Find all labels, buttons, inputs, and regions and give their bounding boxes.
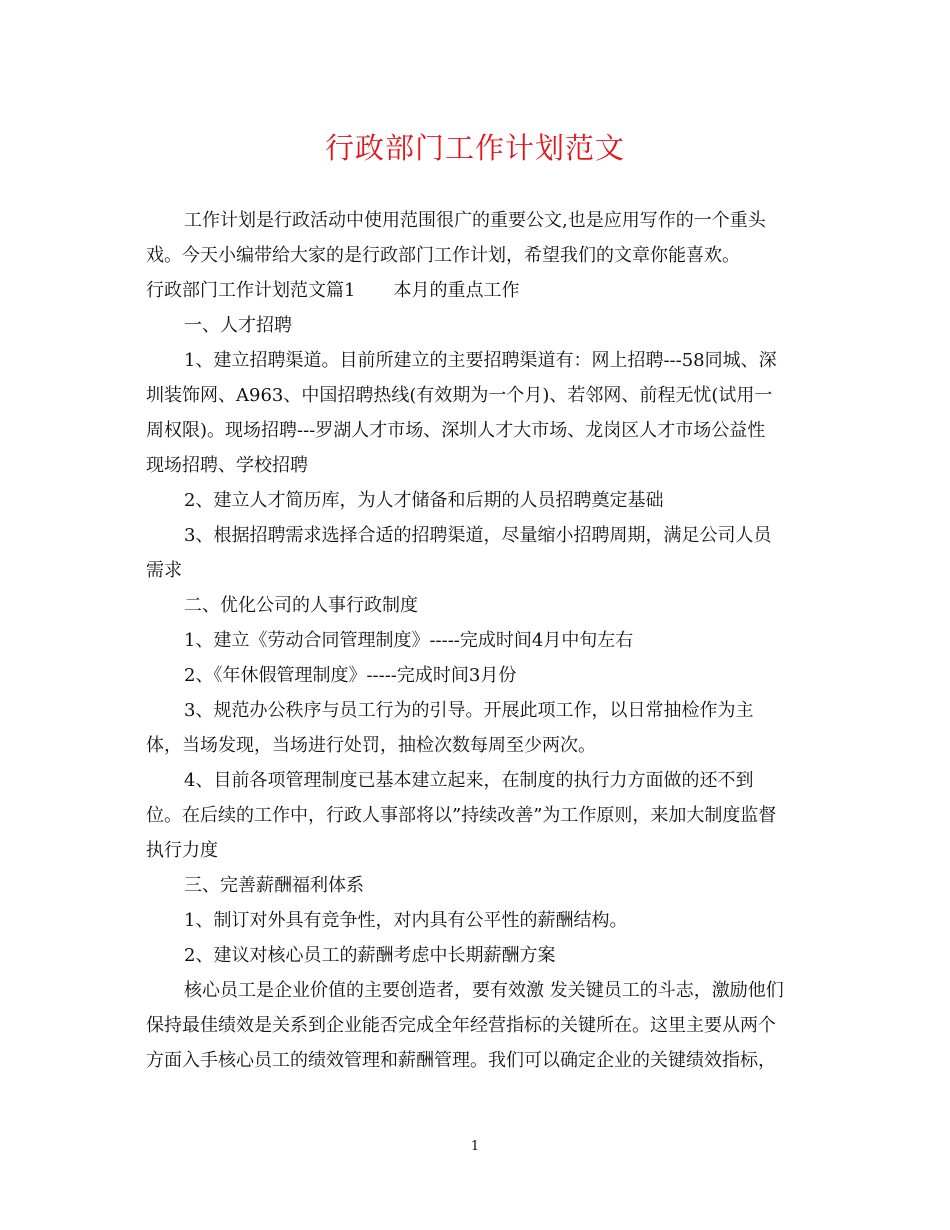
heading-compensation bbox=[146, 868, 811, 903]
section-subtitle: 本月的重点工作 bbox=[393, 280, 520, 301]
page-number: 1 bbox=[470, 1139, 480, 1154]
heading-talent-recruitment bbox=[146, 308, 811, 343]
paragraph-select-channels bbox=[146, 518, 811, 588]
paragraph-office-order bbox=[146, 693, 811, 763]
paragraph-annual-leave bbox=[146, 658, 811, 693]
paragraph-salary-structure bbox=[146, 903, 811, 938]
text-line: 保持最佳绩效是关系到企业能否完成全年经营指标的关键所在。这里主要从两个 bbox=[146, 1015, 776, 1036]
paragraph-intro bbox=[146, 203, 811, 273]
paragraph-recruitment-channels bbox=[146, 343, 811, 483]
text-line: 体，当场发现，当场进行处罚，抽检次数每周至少两次。 bbox=[146, 735, 596, 756]
text-line: 一、人才招聘 bbox=[184, 315, 292, 336]
text-line: 圳装饰网、A963、中国招聘热线(有效期为一个月)、若邻网、前程无忧(试用一 bbox=[146, 385, 773, 406]
text-line: 3、根据招聘需求选择合适的招聘渠道，尽量缩小招聘周期，满足公司人员 bbox=[184, 525, 772, 546]
text-line: 执行力度 bbox=[146, 840, 218, 861]
paragraph-resume-bank bbox=[146, 483, 811, 518]
document-body bbox=[146, 203, 811, 1078]
paragraph-management-system bbox=[146, 763, 811, 868]
text-line: 周权限)。现场招聘---罗湖人才市场、深圳人才大市场、龙岗区人才市场公益性 bbox=[146, 420, 766, 441]
text-line: 2、《年休假管理制度》-----完成时间3月份 bbox=[184, 665, 517, 686]
text-line: 三、完善薪酬福利体系 bbox=[184, 875, 364, 896]
text-line: 1、建立《劳动合同管理制度》-----完成时间4月中旬左右 bbox=[184, 630, 634, 651]
paragraph-labor-contract bbox=[146, 623, 811, 658]
text-line: 2、建立人才简历库，为人才储备和后期的人员招聘奠定基础 bbox=[184, 490, 664, 511]
section-heading-line bbox=[146, 273, 811, 308]
text-line: 二、优化公司的人事行政制度 bbox=[184, 595, 418, 616]
paragraph-core-salary bbox=[146, 938, 811, 973]
text-line: 戏。今天小编带给大家的是行政部门工作计划，希望我们的文章你能喜欢。 bbox=[146, 245, 740, 266]
document-title: 行政部门工作计划范文 bbox=[324, 131, 625, 165]
paragraph-core-employees bbox=[146, 973, 811, 1078]
text-line: 3、规范办公秩序与员工行为的引导。开展此项工作，以日常抽检作为主 bbox=[184, 700, 754, 721]
text-line: 1、制订对外具有竞争性，对内具有公平性的薪酬结构。 bbox=[184, 910, 628, 931]
text-line: 核心员工是企业价值的主要创造者，要有效激 发关键员工的斗志，激励他们 bbox=[184, 980, 784, 1001]
text-line: 4、目前各项管理制度已基本建立起来，在制度的执行力方面做的还不到 bbox=[184, 770, 754, 791]
text-line: 需求 bbox=[146, 560, 182, 581]
text-line: 2、建议对核心员工的薪酬考虑中长期薪酬方案 bbox=[184, 945, 556, 966]
heading-hr-system bbox=[146, 588, 811, 623]
text-line: 现场招聘、学校招聘 bbox=[146, 455, 308, 476]
text-line: 工作计划是行政活动中使用范围很广的重要公文,也是应用写作的一个重头 bbox=[184, 210, 766, 231]
text-line: 1、建立招聘渠道。目前所建立的主要招聘渠道有：网上招聘---58同城、深 bbox=[184, 350, 777, 371]
text-line: 方面入手核心员工的绩效管理和薪酬管理。我们可以确定企业的关键绩效指标， bbox=[146, 1050, 776, 1071]
text-line: 位。在后续的工作中，行政人事部将以”持续改善”为工作原则，来加大制度监督 bbox=[146, 805, 777, 826]
section-title: 行政部门工作计划范文篇1 bbox=[146, 280, 356, 301]
